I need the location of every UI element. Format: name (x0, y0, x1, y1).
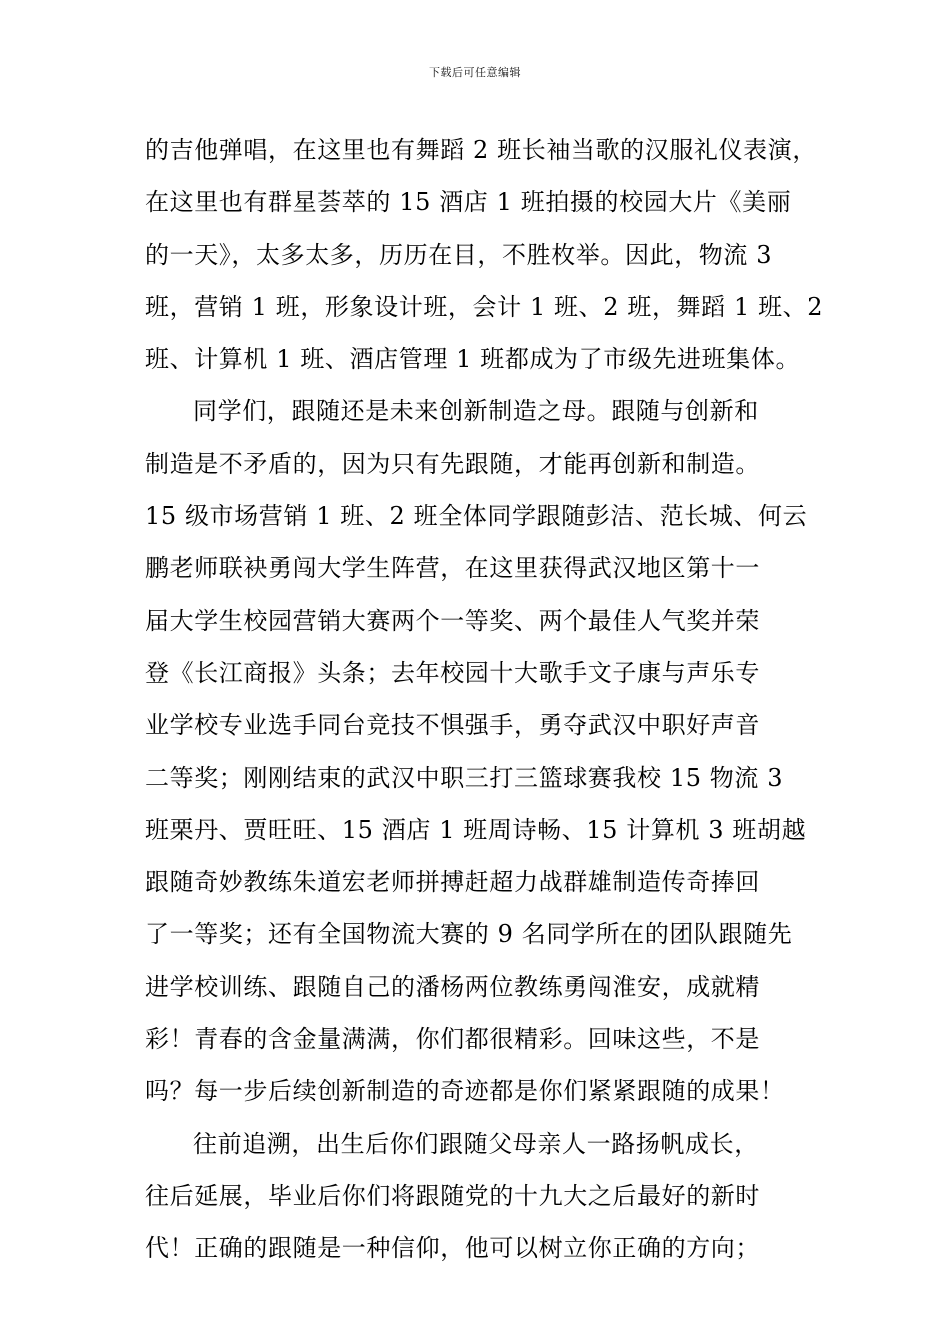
text-line: 登《长江商报》头条；去年校园十大歌手文子康与声乐专 (145, 658, 760, 687)
text-line: 彩！青春的含金量满满，你们都很精彩。回味这些，不是 (145, 1025, 760, 1054)
text-line: 班，营销 1 班，形象设计班，会计 1 班、2 班，舞蹈 1 班、2 (145, 292, 824, 321)
text-line: 的吉他弹唱，在这里也有舞蹈 2 班长袖当歌的汉服礼仪表演， (145, 136, 817, 164)
text-line: 往后延展，毕业后你们将跟随党的十九大之后最好的新时 (145, 1181, 760, 1210)
text-line: 进学校训练、跟随自己的潘杨两位教练勇闯淮安，成就精 (145, 972, 760, 1001)
text-line: 届大学生校园营销大赛两个一等奖、两个最佳人气奖并荣 (145, 606, 760, 635)
text-line: 二等奖；刚刚结束的武汉中职三打三篮球赛我校 15 物流 3 (145, 763, 784, 792)
text-line: 15 级市场营销 1 班、2 班全体同学跟随彭洁、范长城、何云 (145, 502, 808, 531)
text-line: 代！正确的跟随是一种信仰，他可以树立你正确的方向； (145, 1234, 760, 1263)
text-line: 班栗丹、贾旺旺、15 酒店 1 班周诗畅、15 计算机 3 班胡越 (145, 815, 807, 844)
text-line: 往前追溯，出生后你们跟随父母亲人一路扬帆成长， (193, 1129, 759, 1158)
page-header-note: 下载后可任意编辑 (429, 66, 521, 79)
text-line: 吗？每一步后续创新制造的奇迹都是你们紧紧跟随的成果！ (145, 1077, 785, 1106)
text-line: 跟随奇妙教练朱道宏老师拼搏赶超力战群雄制造传奇捧回 (145, 868, 760, 897)
text-line: 同学们，跟随还是未来创新制造之母。跟随与创新和 (193, 397, 759, 426)
text-line: 了一等奖；还有全国物流大赛的 9 名同学所在的团队跟随先 (145, 920, 793, 949)
text-line: 业学校专业选手同台竞技不惧强手，勇夺武汉中职好声音 (145, 711, 760, 740)
document-body (145, 124, 845, 1275)
text-line: 班、计算机 1 班、酒店管理 1 班都成为了市级先进班集体。 (145, 345, 801, 374)
text-line: 在这里也有群星荟萃的 15 酒店 1 班拍摄的校园大片《美丽 (145, 188, 792, 217)
text-line: 的一天》，太多太多，历历在目，不胜枚举。因此，物流 3 (145, 240, 773, 269)
text-line: 鹏老师联袂勇闯大学生阵营，在这里获得武汉地区第十一 (145, 554, 760, 583)
text-line: 制造是不矛盾的，因为只有先跟随，才能再创新和制造。 (145, 449, 760, 478)
